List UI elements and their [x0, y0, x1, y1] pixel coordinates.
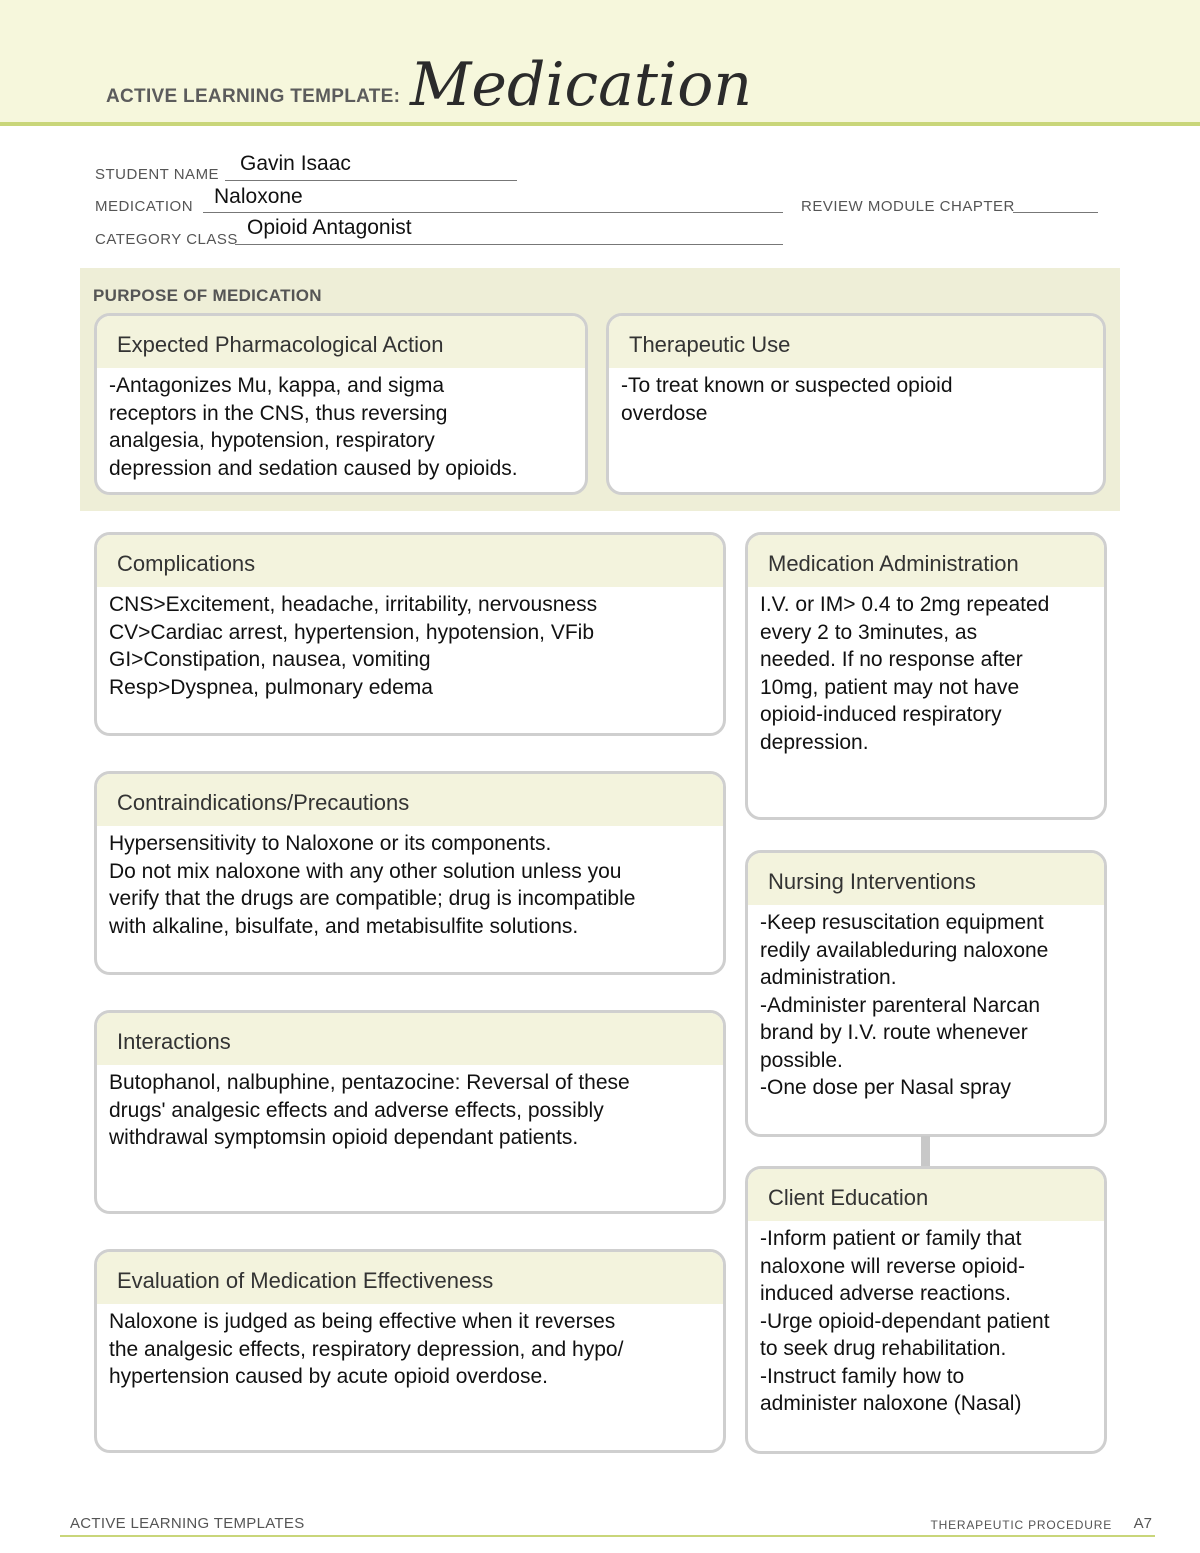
footer-rule: [60, 1535, 1155, 1537]
category-class-label: CATEGORY CLASS: [95, 231, 238, 248]
client-education-heading: Client Education: [748, 1169, 1104, 1221]
evaluation-text[interactable]: Naloxone is judged as being effective when it reverses the analgesic effects, respiratory depression, and hypo/ hypertension caused by acute opioid overdose.: [109, 1310, 624, 1388]
template-label: ACTIVE LEARNING TEMPLATE:: [106, 86, 401, 107]
nursing-interventions-text[interactable]: -Keep resuscitation equipment redily availableduring naloxone administration. -Administer parenteral Narcan brand by I.V. route whenever possible. -One dose per Nasal spray: [760, 911, 1049, 1099]
client-education-text[interactable]: -Inform patient or family that naloxone will reverse opioid- induced adverse reactions. -Urge opioid-dependant patient to seek drug rehabilitation. -Instruct family how to administer naloxone (Nasal): [760, 1227, 1050, 1415]
page-number: A7: [1133, 1515, 1152, 1532]
student-name-line: [225, 180, 517, 181]
therapeutic-use-text[interactable]: -To treat known or suspected opioid overdose: [621, 374, 953, 425]
medication-administration-heading: Medication Administration: [748, 535, 1104, 587]
purpose-title: PURPOSE OF MEDICATION: [93, 286, 322, 305]
contraindications-text[interactable]: Hypersensitivity to Naloxone or its components. Do not mix naloxone with any other solution unless you verify that the drugs are compatible; drug is incompatible with alkaline, bisulfate, and metabisulfite solutions.: [109, 832, 636, 938]
contraindications-box: [94, 771, 726, 975]
connector-bar: [921, 1136, 930, 1166]
evaluation-heading: Evaluation of Medication Effectiveness: [97, 1252, 723, 1304]
nursing-interventions-heading: Nursing Interventions: [748, 853, 1104, 905]
evaluation-box: [94, 1249, 726, 1453]
category-class-field[interactable]: Opioid Antagonist: [247, 216, 412, 239]
therapeutic-use-box: [606, 313, 1106, 495]
template-title: Medication: [410, 50, 752, 120]
footer-left-label: ACTIVE LEARNING TEMPLATES: [70, 1515, 305, 1532]
medication-field[interactable]: Naloxone: [214, 185, 303, 208]
expected-action-box: [94, 313, 588, 495]
review-module-label: REVIEW MODULE CHAPTER: [801, 198, 1015, 215]
expected-action-heading: Expected Pharmacological Action: [97, 316, 585, 368]
nursing-interventions-box: [745, 850, 1107, 1137]
expected-action-text[interactable]: -Antagonizes Mu, kappa, and sigma receptors in the CNS, thus reversing analgesia, hypotension, respiratory depression and sedation caused by opioids.: [109, 374, 518, 480]
interactions-heading: Interactions: [97, 1013, 723, 1065]
interactions-box: [94, 1010, 726, 1214]
medication-administration-box: [745, 532, 1107, 820]
complications-text[interactable]: CNS>Excitement, headache, irritability, nervousness CV>Cardiac arrest, hypertension, hypotension, VFib GI>Constipation, nausea, vomiting Resp>Dyspnea, pulmonary edema: [109, 593, 598, 699]
interactions-text[interactable]: Butophanol, nalbuphine, pentazocine: Reversal of these drugs' analgesic effects and adverse effects, possibly withdrawal symptomsin opioid dependant patients.: [109, 1071, 630, 1149]
contraindications-heading: Contraindications/Precautions: [97, 774, 723, 826]
complications-heading: Complications: [97, 535, 723, 587]
review-module-line: [1013, 212, 1098, 213]
therapeutic-use-heading: Therapeutic Use: [609, 316, 1103, 368]
student-name-label: STUDENT NAME: [95, 166, 220, 183]
medication-administration-text[interactable]: I.V. or IM> 0.4 to 2mg repeated every 2 to 3minutes, as needed. If no response after 10mg, patient may not have opioid-induced respiratory depression.: [760, 593, 1050, 754]
client-education-box: [745, 1166, 1107, 1454]
category-class-line: [235, 244, 783, 245]
complications-box: [94, 532, 726, 736]
footer-right-label: THERAPEUTIC PROCEDURE: [930, 1518, 1112, 1532]
medication-line: [203, 212, 783, 213]
medication-label: MEDICATION: [95, 198, 194, 215]
student-name-field[interactable]: Gavin Isaac: [240, 152, 351, 175]
